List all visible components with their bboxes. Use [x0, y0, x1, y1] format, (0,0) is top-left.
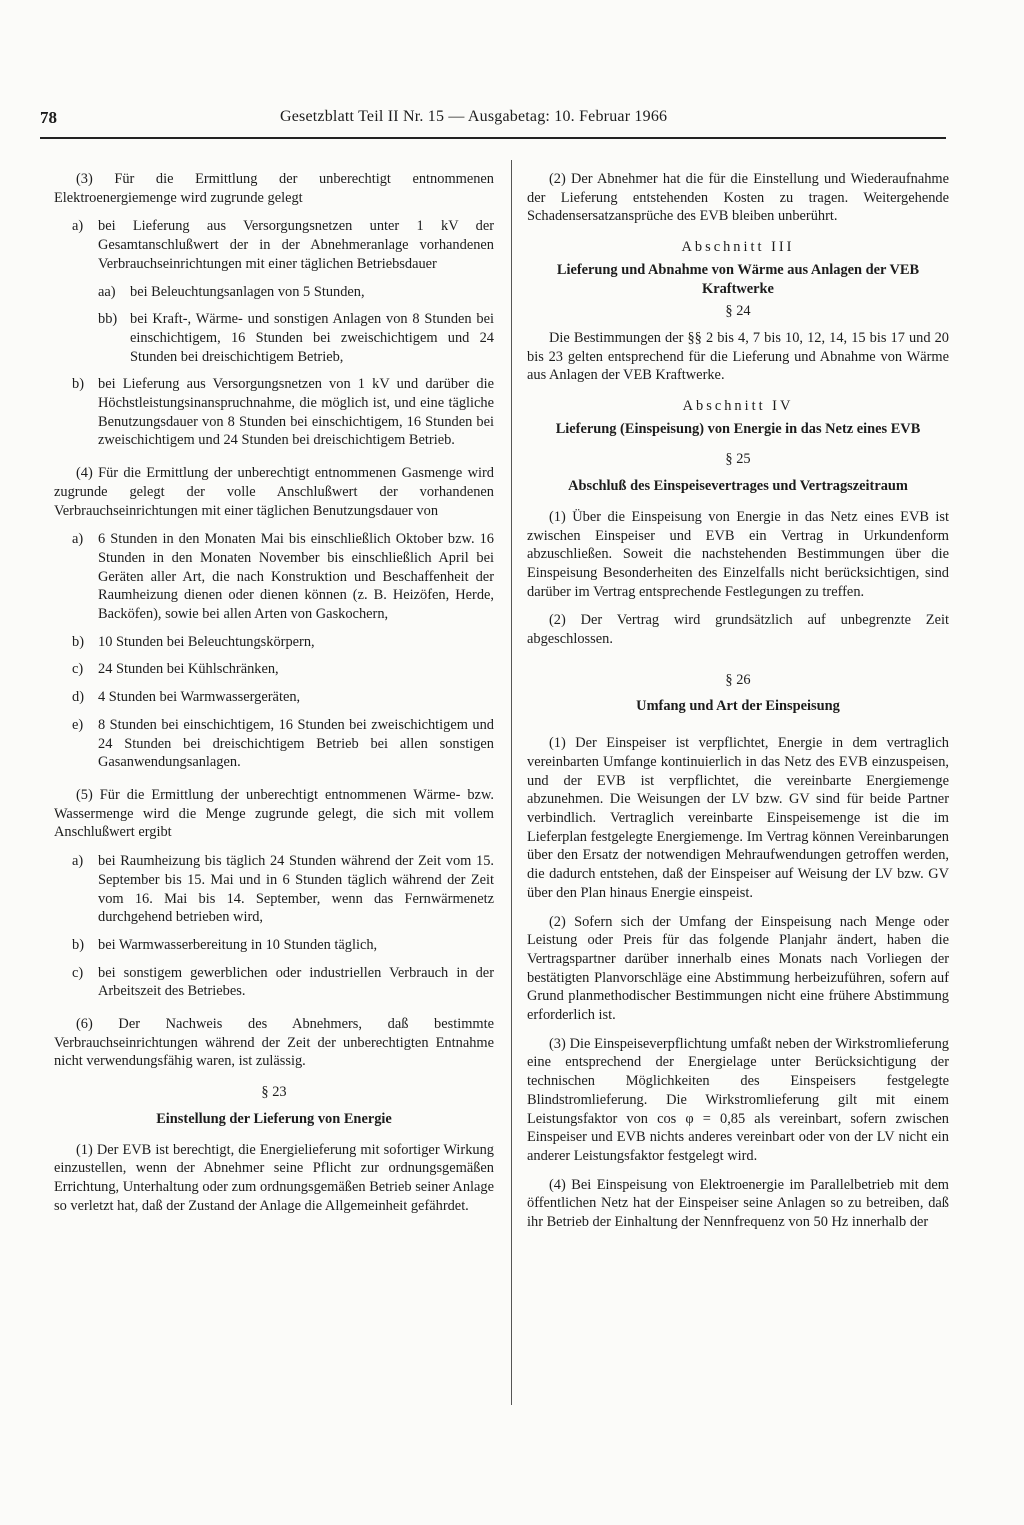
left-column — [54, 170, 494, 1225]
section-number: § 24 — [725, 303, 751, 320]
list-text: bei Lieferung aus Versorgungsnetzen unter 1 kV der Gesamtanschlußwert der in der Abnehmeranlage vorhandenen Verbrauchseinrichtungen mit einer täglichen Betriebsdauer — [98, 218, 494, 272]
page-title: Gesetzblatt Teil II Nr. 15 — Ausgabetag: 10. Februar 1966 — [280, 108, 668, 125]
list-text: 10 Stunden bei Beleuchtungskörpern, — [98, 633, 315, 650]
list-item — [54, 310, 494, 366]
section-number: § 25 — [725, 451, 751, 468]
paragraph: (2) Sofern sich der Umfang der Einspeisung nach Menge oder Leistung oder Preis für das folgende Planjahr ändert, haben die Vertragspartner darüber innerhalb eines Monats nach Vorliegen der bestätigten Planvorschläge eine Abstimmung herbeizuführen, sofern auf Grund planmethodischer Bestimmungen nicht eine frühere Abstimmung erforderlich ist. — [527, 913, 949, 1024]
list-item — [54, 660, 494, 679]
list-text: bei sonstigem gewerblichen oder industriellen Verbrauch in der Arbeitszeit des Betriebes. — [98, 964, 494, 1000]
list-label: a) — [72, 218, 84, 235]
list-label: d) — [72, 689, 84, 706]
page-number: 78 — [40, 108, 57, 127]
list-text: bei Lieferung aus Versorgungsnetzen von 1 kV und darüber die Höchstleistungsinanspruchnahme, die möglich ist, und eine tägliche Benutzungsdauer von 8 Stunden bei einschichtigem, 16 Stunden bei zweischichtigem und 24 Stunden bei dreischichtigem Betrieb. — [98, 376, 494, 449]
list-item — [54, 852, 494, 927]
list-label: bb) — [98, 311, 118, 328]
list-item — [54, 633, 494, 652]
section-number: § 26 — [725, 671, 751, 688]
paragraph-6: (6) Der Nachweis des Abnehmers, daß bestimmte Verbrauchseinrichtungen während der Zeit der unberechtigten Entnahme nicht verwendungsfähig waren, ist zulässig. — [54, 1016, 494, 1070]
part-heading: Abschnitt IV — [682, 398, 794, 415]
paragraph-5-intro: (5) Für die Ermittlung der unberechtigt entnommenen Wärme- bzw. Wassermenge wird die Menge zugrunde gelegt, die sich mit vollem Anschlußwert ergibt — [54, 786, 494, 841]
list-label: c) — [72, 661, 84, 678]
list-item — [54, 936, 494, 955]
paragraph-3-intro: (3) Für die Ermittlung der unberechtigt entnommenen Elektroenergiemenge wird zugrunde gelegt — [54, 171, 494, 206]
section-number: § 23 — [261, 1084, 287, 1101]
header-rule — [40, 137, 946, 139]
list-label: b) — [72, 936, 84, 953]
list-text: bei Raumheizung bis täglich 24 Stunden während der Zeit vom 15. September bis 15. Mai und in 6 Stunden täglich während der Zeit vom 16. Mai bis 14. September, wenn das Fernwärmenetz durchgehend betrieben wird, — [98, 853, 494, 926]
list-text: 24 Stunden bei Kühlschränken, — [98, 661, 279, 678]
paragraph: (3) Die Einspeiseverpflichtung umfaßt neben der Wirkstromlieferung eine entsprechend der Energielage unter Berücksichtigung der technischen Möglichkeiten des Einspeisers festgelegte Blindstromlieferung. Die Wirkstromlieferung gilt mit einem Leistungsfaktor von cos φ = 0,85 als vereinbart, sofern zwischen Einspeiser und EVB nichts anderes vereinbart oder von der LV nicht ein anderer Leistungsfaktor festgelegt wird. — [527, 1035, 949, 1164]
section-title: Abschluß des Einspeisevertrages und Vertragszeitraum — [568, 478, 908, 495]
right-column — [527, 170, 949, 1242]
list-text: bei Beleuchtungsanlagen von 5 Stunden, — [130, 283, 365, 300]
list-item — [54, 375, 494, 450]
section-title: Umfang und Art der Einspeisung — [636, 698, 840, 715]
list-text: 6 Stunden in den Monaten Mai bis einschließlich Oktober bzw. 16 Stunden in den Monaten November bis einschließlich April bei Geräten aller Art, die nach Konstruktion und Beschaffenheit der Raumheizung dienen oder dienen können (z. B. Heizöfen, Herde, Backöfen), sowie bei allen Arten von Gaskochern, — [98, 531, 494, 623]
part-title: Lieferung und Abnahme von Wärme aus Anlagen der VEB Kraftwerke — [556, 261, 920, 297]
part-title: Lieferung (Einspeisung) von Energie in das Netz eines EVB — [555, 420, 921, 437]
list-item — [54, 283, 494, 302]
list-text: 8 Stunden bei einschichtigem, 16 Stunden bei zweischichtigem und 24 Stunden bei dreischichtigem Betrieb bei allen sonstigen Gasanwendungsanlagen. — [98, 716, 494, 771]
list-text: 4 Stunden bei Warmwassergeräten, — [98, 689, 301, 706]
paragraph-4-intro: (4) Für die Ermittlung der unberechtigt entnommenen Gasmenge wird zugrunde gelegt der volle Anschlußwert der vorhandenen Verbrauchseinrichtungen mit einer täglichen Benutzungsdauer von — [54, 465, 494, 519]
paragraph: (1) Der EVB ist berechtigt, die Energielieferung mit sofortiger Wirkung einzustellen, wenn der Abnehmer seine Pflicht zur ordnungsgemäßen Errichtung, Unterhaltung oder zum ordnungsgemäßen Betrieb seiner Anlage so verletzt hat, daß der Zustand der Anlage die Allgemeinheit gefährdet. — [54, 1141, 494, 1214]
list-text: bei Kraft-, Wärme- und sonstigen Anlagen von 8 Stunden bei einschichtigem, 16 Stunden bei zweischichtigem und 24 Stunden bei dreischichtigem Betrieb, — [130, 311, 494, 365]
page-header — [40, 108, 946, 140]
paragraph: (1) Über die Einspeisung von Energie in das Netz eines EVB ist zwischen Einspeiser und EVB ein Vertrag in Urkundenform abzuschließen. Soweit die nachstehenden Bestimmungen über die Einspeisung Besonderheiten des Einzelfalls nicht berücksichtigen, sind darüber im Vertrag entsprechende Festlegungen zu treffen. — [527, 508, 949, 600]
paragraph: (2) Der Vertrag wird grundsätzlich auf unbegrenzte Zeit abgeschlossen. — [527, 612, 949, 648]
list-label: b) — [72, 633, 84, 650]
list-item — [54, 217, 494, 273]
list-label: a) — [72, 531, 84, 548]
list-item — [54, 688, 494, 707]
list-item — [54, 716, 494, 772]
section-title: Einstellung der Lieferung von Energie — [156, 1110, 392, 1127]
list-text: bei Warmwasserbereitung in 10 Stunden täglich, — [98, 936, 378, 953]
paragraph: (4) Bei Einspeisung von Elektroenergie im Parallelbetrieb mit dem öffentlichen Netz hat der Einspeiser seine Anlagen so zu betreiben, daß ihr Betrieb der Einhaltung der Nennfrequenz von 50 Hz innerhalb der — [527, 1176, 949, 1231]
paragraph: Die Bestimmungen der §§ 2 bis 4, 7 bis 10, 12, 14, 15 bis 17 und 20 bis 23 gelten entsprechend für die Lieferung und Abnahme von Wärme aus Anlagen der VEB Kraftwerke. — [527, 329, 949, 384]
list-label: a) — [72, 853, 84, 870]
paragraph: (1) Der Einspeiser ist verpflichtet, Energie in dem vertraglich vereinbarten Umfange kontinuierlich in das Netz des EVB einzuspeisen, und der EVB ist verpflichtet, die vereinbarte Energiemenge abzunehmen. Die Weisungen der LV bzw. GV sind für beide Partner verbindlich. Vertraglich vereinbarte Einspeisemenge ist die im Lieferplan festgelegte Energiemenge. Im Vertrag können Vereinbarungen über den Ersatz der notwendigen Mehraufwendungen getroffen werden, die dadurch entstehen, daß der Einspeiser auf Weisung der LV bzw. GV über den Plan hinaus Energie einspeist. — [527, 735, 949, 901]
list-label: b) — [72, 376, 84, 393]
list-item — [54, 530, 494, 624]
part-heading: Abschnitt III — [681, 239, 795, 256]
list-label: e) — [72, 716, 84, 733]
list-label: c) — [72, 964, 84, 981]
paragraph: (2) Der Abnehmer hat die für die Einstellung und Wiederaufnahme der Lieferung entstehenden Kosten zu tragen. Weitergehende Schadensersatzansprüche des EVB bleiben unberührt. — [527, 171, 949, 225]
list-item — [54, 964, 494, 1001]
list-label: aa) — [98, 283, 116, 300]
column-divider — [511, 160, 512, 1405]
